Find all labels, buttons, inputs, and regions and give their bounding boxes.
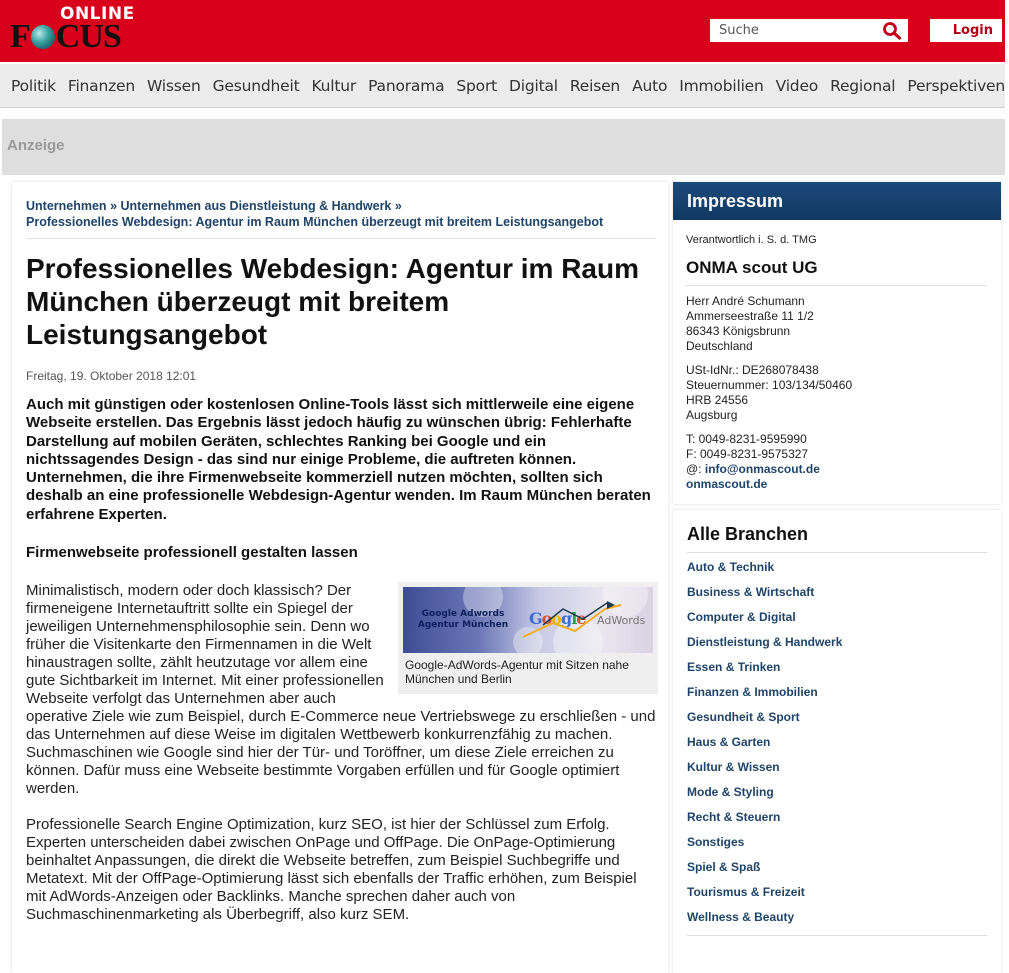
article-paragraph-1	[26, 582, 658, 798]
impressum-heading: Impressum	[673, 182, 1001, 220]
email-link[interactable]: info@onmascout.de	[704, 462, 820, 476]
industry-link-mode-styling[interactable]: Mode & Styling	[687, 785, 774, 799]
industry-link-computer-digital[interactable]: Computer & Digital	[687, 610, 796, 624]
divider	[687, 935, 987, 936]
ad-banner[interactable]	[2, 119, 1005, 175]
list-item	[687, 809, 842, 834]
adwords-logo-text: AdWords	[597, 614, 646, 627]
list-item	[687, 759, 842, 784]
nav-item-sport[interactable]: Sport	[456, 76, 498, 95]
nav-item-immobilien[interactable]: Immobilien	[679, 76, 764, 95]
article-paragraph-2: Professionelle Search Engine Optimization, kurz SEO, ist hier der Schlüssel zum Erfolg. Experten unterscheiden dabei zwischen OnPage und OffPage. Die OnPage-Optimierung beinhaltet Anpassungen, die direkt die Webseite betreffen, zum Beispiel Suchbegriffe und Metatext. Mit der OffPage-Optimierung lässt sich ebenfalls der Traffic erhöhen, zum Beispiel mit AdWords-Anzeigen oder Backlinks. Manche sprechen daher auch von Suchmaschinenmarketing als Überbegriff, also kurz SEM.	[26, 816, 637, 923]
breadcrumb-separator: »	[394, 199, 402, 213]
globe-icon	[31, 25, 55, 49]
list-item	[687, 559, 842, 584]
article-title: Professionelles Webdesign: Agentur im Raum München überzeugt mit breitem Leistungsangebot	[26, 253, 640, 350]
breadcrumb-separator: »	[110, 199, 118, 213]
responsible-label: Verantwortlich i. S. d. TMG	[686, 234, 817, 246]
website-row	[686, 477, 820, 492]
nav-item-finanzen[interactable]: Finanzen	[67, 76, 135, 95]
nav-item-video[interactable]: Video	[775, 76, 819, 95]
figure-caption: Google-AdWords-Agentur mit Sitzen nahe München und Berlin	[405, 658, 629, 686]
search-box	[710, 19, 908, 42]
article-date: Freitag, 19. Oktober 2018 12:01	[26, 369, 197, 383]
website-link[interactable]: onmascout.de	[686, 477, 768, 491]
nav-item-reisen[interactable]: Reisen	[569, 76, 621, 95]
industry-link-tourismus-freizeit[interactable]: Tourismus & Freizeit	[687, 885, 805, 899]
list-item	[687, 859, 842, 884]
logo-online-text: ONLINE	[60, 4, 135, 24]
list-item	[687, 684, 842, 709]
industries-panel	[673, 510, 1001, 973]
divider	[26, 238, 656, 239]
contact-person: Herr André Schumann	[686, 294, 805, 308]
company-name: ONMA scout UG	[686, 258, 818, 277]
contact-block	[686, 432, 820, 492]
nav-item-politik[interactable]: Politik	[11, 76, 56, 95]
logo-letters-cus: CUS	[55, 18, 121, 55]
vat-id: USt-IdNr.: DE268078438	[686, 363, 819, 377]
breadcrumb-item-dienstleistung[interactable]: Unternehmen aus Dienstleistung & Handwerk	[120, 199, 392, 213]
industry-link-haus-garten[interactable]: Haus & Garten	[687, 735, 771, 749]
logo-focus-text	[10, 18, 121, 56]
fax: F: 0049-8231-9575327	[686, 447, 809, 461]
breadcrumb-item-current[interactable]: Professionelles Webdesign: Agentur im Raum München überzeugt mit breitem Leistungsangebot	[26, 215, 604, 229]
registry-block	[686, 363, 852, 423]
breadcrumb	[26, 198, 646, 230]
industry-link-wellness-beauty[interactable]: Wellness & Beauty	[687, 910, 795, 924]
list-item	[687, 709, 842, 734]
search-input[interactable]	[710, 19, 880, 42]
article-subheading: Firmenwebseite professionell gestalten lassen	[26, 544, 358, 561]
street: Ammerseestraße 11 1/2	[686, 309, 814, 323]
industry-link-spiel-spass[interactable]: Spiel & Spaß	[687, 860, 761, 874]
logo-letter-f: F	[10, 18, 30, 55]
list-item	[687, 884, 842, 909]
nav-item-digital[interactable]: Digital	[509, 76, 558, 95]
phone: T: 0049-8231-9595990	[686, 432, 807, 446]
trend-arrow-icon	[523, 601, 633, 641]
list-item	[687, 609, 842, 634]
impressum-panel	[673, 182, 1001, 504]
industry-link-recht-steuern[interactable]: Recht & Steuern	[687, 810, 781, 824]
industry-link-dienstleistung-handwerk[interactable]: Dienstleistung & Handwerk	[687, 635, 843, 649]
industry-link-business-wirtschaft[interactable]: Business & Wirtschaft	[687, 585, 815, 599]
nav-item-auto[interactable]: Auto	[632, 76, 668, 95]
industry-link-essen-trinken[interactable]: Essen & Trinken	[687, 660, 781, 674]
article-figure	[398, 582, 658, 694]
article-lead: Auch mit günstigen oder kostenlosen Online-Tools lässt sich mittlerweile eine eigene Webseite erstellen. Das Ergebnis lässt jedoch häufig zu wünschen übrig: Fehlerhafte Darstellung auf mobilen Geräten, schlechtes Ranking bei Google und ein nichtssagendes Design - das sind nur einige Probleme, die auftreten können. Unternehmen, die ihre Firmenwebseite kommerziell nutzen möchten, sollten sich deshalb an eine professionelle Webdesign-Agentur wenden. Im Raum München beraten erfahrene Experten.	[26, 396, 651, 523]
nav-item-gesundheit[interactable]: Gesundheit	[212, 76, 300, 95]
nav-item-panorama[interactable]: Panorama	[368, 76, 445, 95]
list-item	[687, 784, 842, 809]
divider	[687, 552, 987, 553]
industry-link-kultur-wissen[interactable]: Kultur & Wissen	[687, 760, 780, 774]
address-block	[686, 294, 814, 354]
city: 86343 Königsbrunn	[686, 324, 791, 338]
industries-heading: Alle Branchen	[687, 524, 809, 544]
list-item	[687, 584, 842, 609]
ad-label: Anzeige	[7, 137, 65, 154]
image-label-text: Google Adwords Agentur München	[417, 609, 509, 630]
list-item	[687, 909, 842, 934]
list-item	[687, 734, 842, 759]
top-header	[0, 0, 1005, 62]
hrb-number: HRB 24556	[686, 393, 749, 407]
login-button[interactable]: Login	[930, 19, 1002, 42]
tax-number: Steuernummer: 103/134/50460	[686, 378, 853, 392]
email-prefix: @:	[686, 462, 705, 476]
industry-link-auto-technik[interactable]: Auto & Technik	[687, 560, 775, 574]
divider	[686, 285, 986, 286]
list-item	[687, 834, 842, 859]
paragraph-1-text: Minimalistisch, modern oder doch klassisch? Der firmeneigene Internetauftritt sollte ein Spiegel der jeweiligen Unternehmensphilosophie sein. Denn wo früher die Visitenkarte den Firmennamen in die Welt hinaustragen sollte, zählt heutzutage vor allem eine gute Sichtbarkeit im Internet. Mit einer professionellen Webseite verfolgt das Unternehmen aber auch operative Ziele wie zum Beispiel, durch E-Commerce neue Vertriebswege zu erschließen - und das Unternehmen auf diese Weise im digitalen Wettbewerb konkurrenzfähig zu machen. Suchmaschinen wie Google sind hier der Tür- und Toröffner, um diese Ziele erreichen zu können. Dafür muss eine Webseite bestimmte Vorgaben erfüllen und für Google optimiert werden.	[26, 582, 656, 797]
nav-item-regional[interactable]: Regional	[830, 76, 896, 95]
list-item	[687, 659, 842, 684]
focus-online-logo[interactable]	[10, 4, 135, 56]
email-row	[686, 462, 820, 477]
industry-link-gesundheit-sport[interactable]: Gesundheit & Sport	[687, 710, 800, 724]
registry-city: Augsburg	[686, 408, 738, 422]
search-icon[interactable]	[882, 21, 902, 40]
breadcrumb-item-unternehmen[interactable]: Unternehmen	[26, 199, 107, 213]
main-navigation	[0, 64, 1005, 108]
industries-list	[687, 559, 842, 934]
country: Deutschland	[686, 339, 753, 353]
google-adwords-image[interactable]	[403, 587, 653, 653]
nav-item-perspektiven[interactable]: Perspektiven	[907, 76, 1006, 95]
nav-item-kultur[interactable]: Kultur	[311, 76, 357, 95]
industry-link-finanzen-immobilien[interactable]: Finanzen & Immobilien	[687, 685, 818, 699]
google-logo: Google	[529, 609, 586, 628]
article-container	[12, 182, 668, 973]
list-item	[687, 634, 842, 659]
industry-link-sonstiges[interactable]: Sonstiges	[687, 835, 745, 849]
nav-item-wissen[interactable]: Wissen	[147, 76, 201, 95]
